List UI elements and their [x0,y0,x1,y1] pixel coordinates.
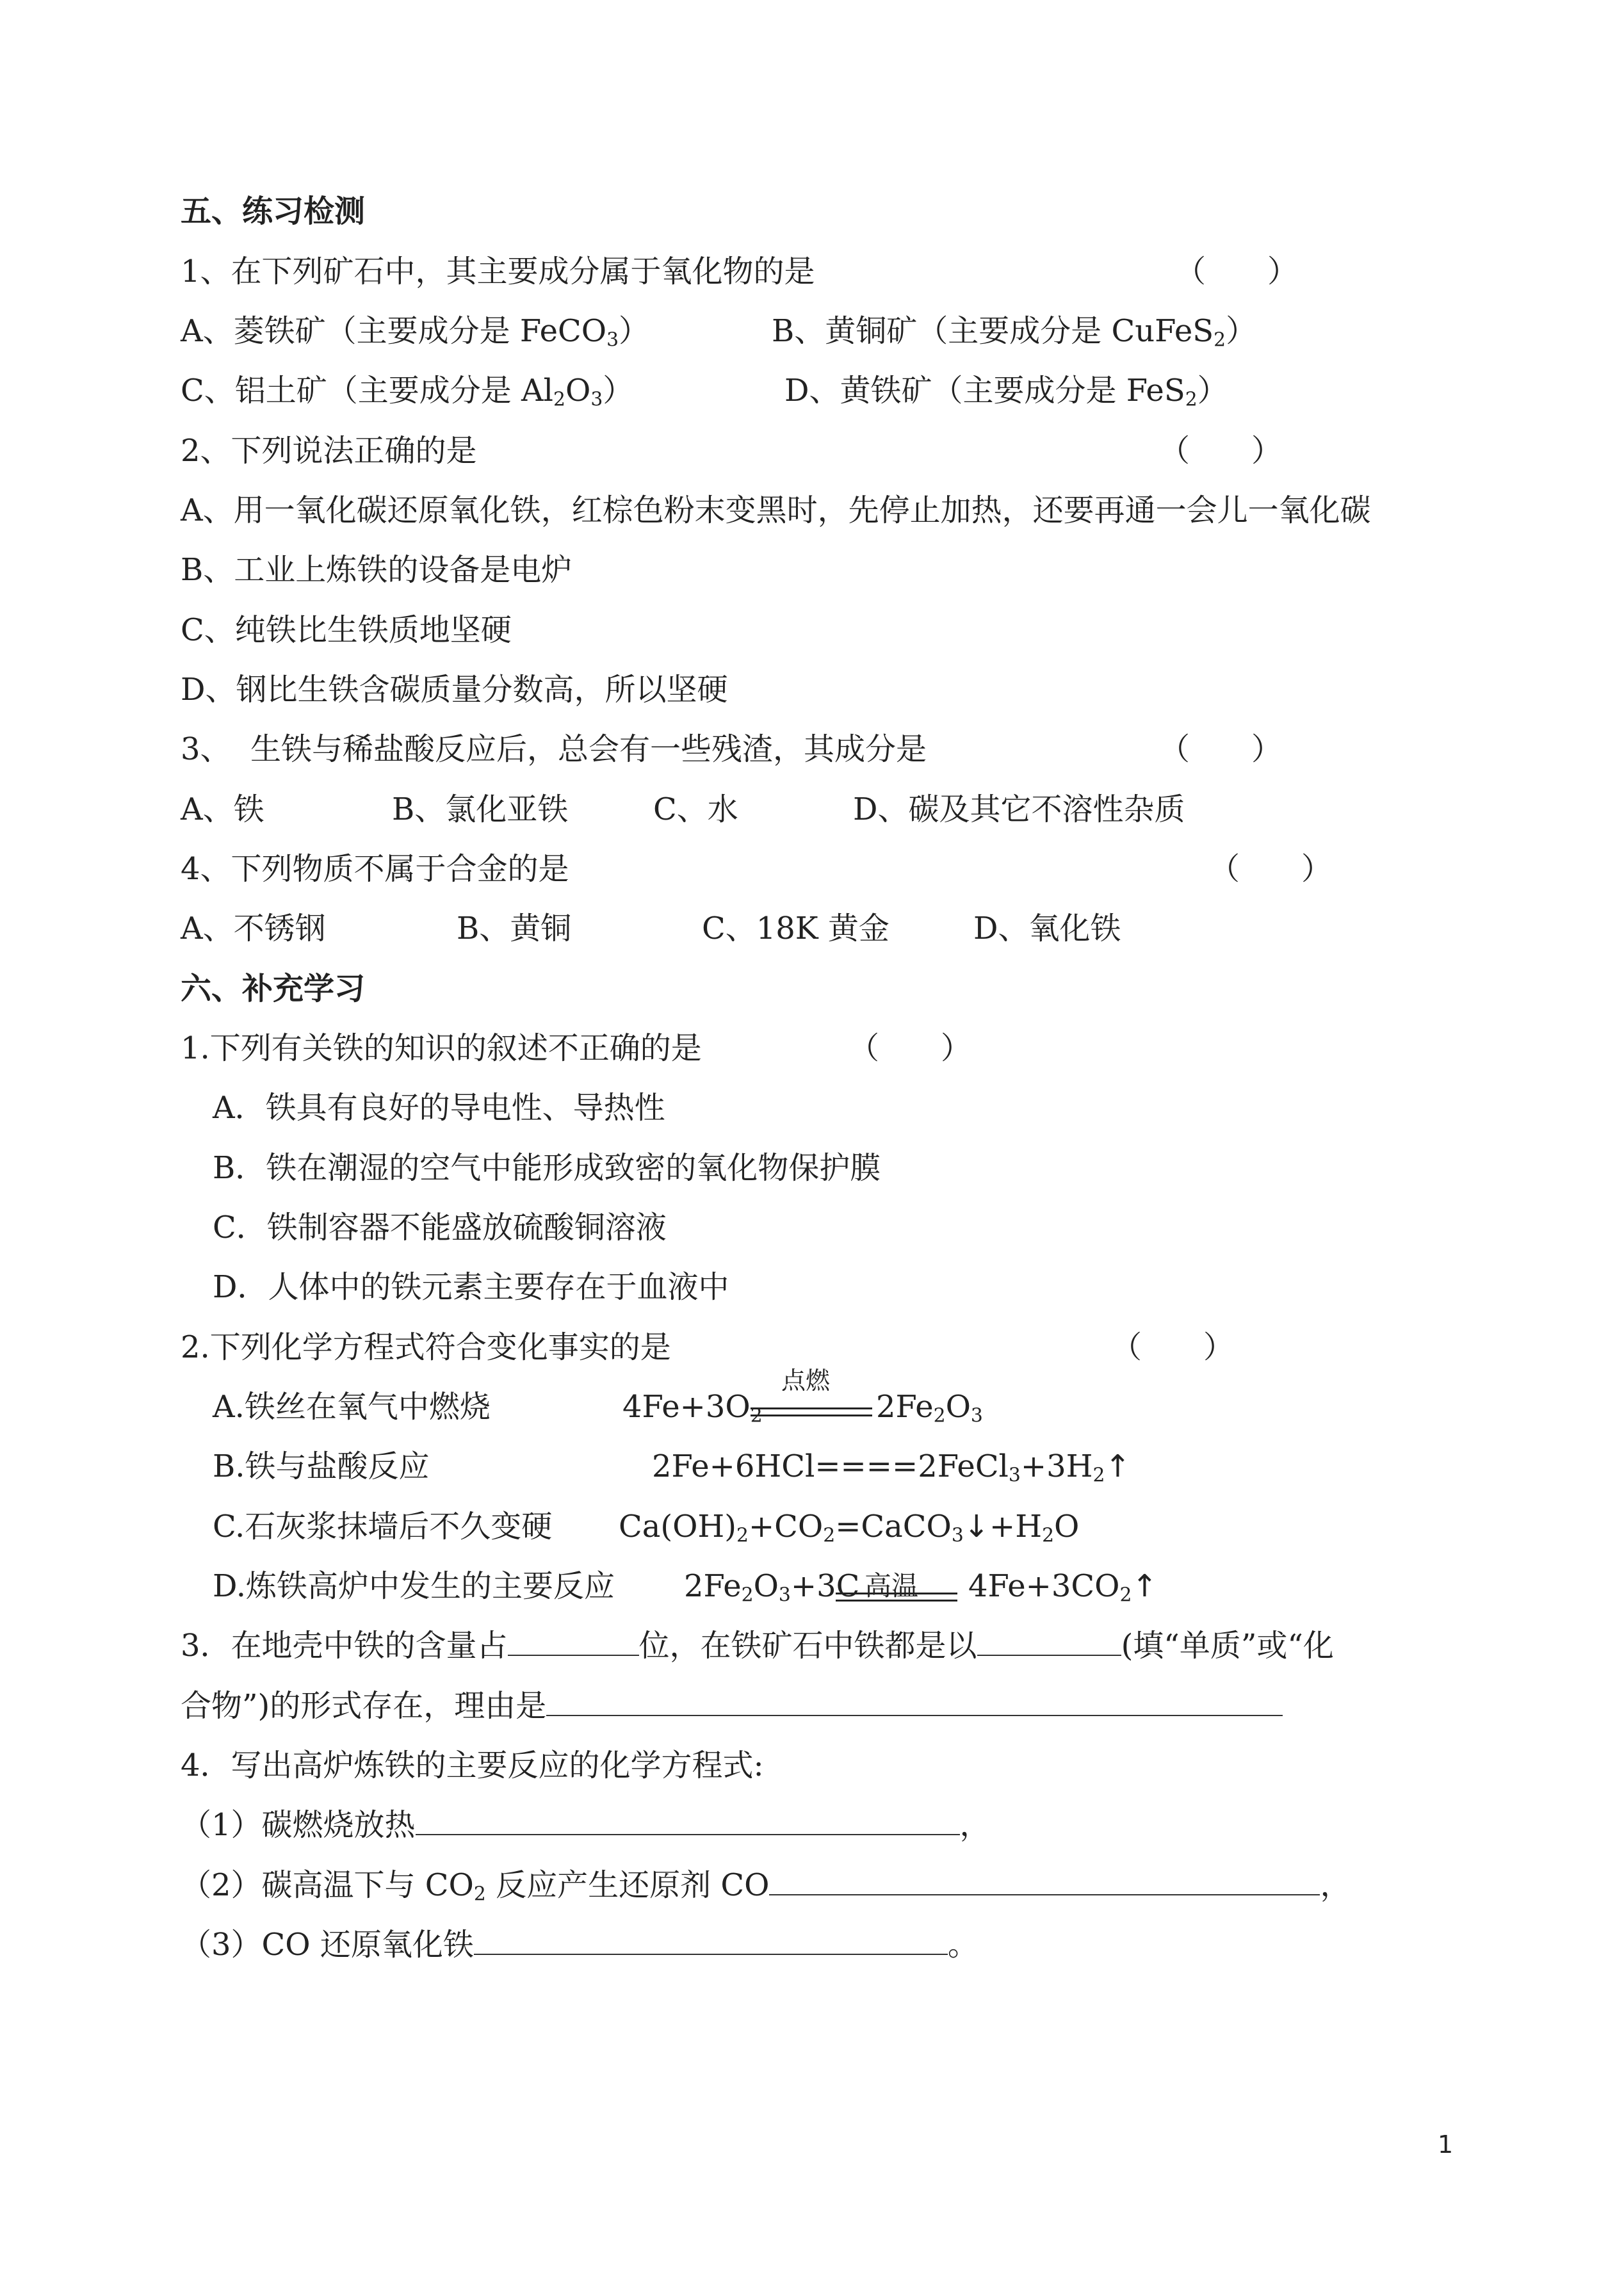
s6-q2-option-d-eq-right: $4Fe+3CO_2↑$ [968,1568,1158,1607]
q1-option-a: A、菱铁矿（主要成分是 FeCO$_3$） [181,313,650,352]
s6-q1-answer-paren: （ ） [849,1030,972,1066]
s6-q4-blank-1[interactable] [416,1831,960,1835]
s6-q2-option-d-text: D.炼铁高炉中发生的主要反应 [213,1568,615,1604]
q3-option-c: C、水 [653,791,738,827]
s6-q3-blank-1[interactable] [508,1652,639,1656]
s6-q2-option-a-eq-left: $4Fe+3O_2$ [622,1389,763,1427]
s6-q1-option-b: B．铁在潮湿的空气中能形成致密的氧化物保护膜 [213,1150,881,1186]
q1-stem: 1、在下列矿石中，其主要成分属于氧化物的是 [181,254,815,289]
s6-q2-option-c-text: C.石灰浆抹墙后不久变硬 [213,1509,553,1545]
s6-q2-option-b-text: B.铁与盐酸反应 [213,1448,430,1484]
s6-q4-sub2: （2）碳高温下与 $CO_2$ 反应产生还原剂 CO ， [181,1867,1351,1906]
s6-q2-option-c-eq: $Ca(OH)_2+CO_2=CaCO_3↓+H_2O$ [619,1509,1080,1547]
q2-stem: 2、下列说法正确的是 [181,433,477,469]
q3-answer-paren: （ ） [1159,731,1283,767]
s6-q3-blank-2[interactable] [977,1652,1121,1656]
section6-title: 六、补充学习 [181,971,366,1007]
q3-option-b: B、氯化亚铁 [392,791,569,827]
s6-q2-stem: 2.下列化学方程式符合变化事实的是 [181,1329,671,1365]
s6-q3-blank-3[interactable] [546,1712,1283,1716]
q1-option-d: D、黄铁矿（主要成分是 FeS$_2$） [784,373,1228,411]
section5-title: 五、练习检测 [181,193,366,229]
s6-q1-stem: 1.下列有关铁的知识的叙述不正确的是 [181,1030,702,1066]
s6-q1-option-a: A．铁具有良好的导电性、导热性 [213,1090,665,1126]
s6-q4-blank-2[interactable] [769,1892,1320,1895]
s6-q4-blank-3[interactable] [474,1951,948,1955]
s6-q1-option-c: C．铁制容器不能盛放硫酸铜溶液 [213,1210,667,1245]
s6-q2-option-d-eq-left: $2Fe_2O_3+3C$ [684,1568,860,1607]
s6-q4-stem: 4．写出高炉炼铁的主要反应的化学方程式: [181,1748,764,1783]
s6-q2-option-a-equals-line [751,1407,872,1416]
q1-option-b: B、黄铜矿（主要成分是 CuFeS$_2$） [772,313,1257,352]
q1-option-c: C、铝土矿（主要成分是 $Al_2O_3$） [181,373,634,411]
q2-option-b: B、工业上炼铁的设备是电炉 [181,552,572,588]
q4-option-a: A、不锈钢 [181,911,326,946]
q4-option-d: D、氧化铁 [973,911,1121,946]
s6-q2-option-b-eq: $2Fe+6HCl====2FeCl_3+3H_2↑$ [652,1448,1131,1487]
q3-stem: 3、 生铁与稀盐酸反应后，总会有一些残渣，其成分是 [181,731,927,767]
s6-q4-sub3: （3）CO 还原氧化铁 。 [181,1927,978,1963]
page-number: 1 [1438,2130,1454,2159]
s6-q3-line1: 3．在地壳中铁的含量占 位，在铁矿石中铁都是以 (填“单质”或“化 [181,1628,1334,1664]
q2-option-c: C、纯铁比生铁质地坚硬 [181,612,512,648]
s6-q2-option-a-eq-right: $2Fe_2O_3$ [876,1389,983,1427]
s6-q4-sub1: （1）碳燃烧放热 ， [181,1807,991,1843]
q4-option-b: B、黄铜 [457,911,572,946]
q1-answer-paren: （ ） [1175,254,1299,289]
q2-answer-paren: （ ） [1159,433,1283,469]
q4-answer-paren: （ ） [1209,851,1333,887]
s6-q2-option-a-text: A.铁丝在氧气中燃烧 [213,1389,491,1425]
q4-option-c: C、18K 黄金 [702,911,889,946]
s6-q2-option-d-equals-line [836,1593,957,1602]
s6-q2-answer-paren: （ ） [1111,1329,1235,1365]
q2-option-a: A、用一氧化碳还原氧化铁，红棕色粉末变黑时，先停止加热，还要再通一会儿一氧化碳 [181,492,1371,528]
q3-option-d: D、碳及其它不溶性杂质 [853,791,1185,827]
s6-q3-line2: 合物”)的形式存在，理由是 [181,1691,1283,1721]
q3-option-a: A、铁 [181,791,264,827]
q2-option-d: D、钢比生铁含碳质量分数高，所以坚硬 [181,672,728,708]
s6-q2-option-a-condition: 点燃 [781,1366,831,1395]
s6-q2-option-d-condition: 高温 [865,1570,919,1602]
q4-stem: 4、下列物质不属于合金的是 [181,851,569,887]
s6-q1-option-d: D．人体中的铁元素主要存在于血液中 [213,1269,729,1305]
